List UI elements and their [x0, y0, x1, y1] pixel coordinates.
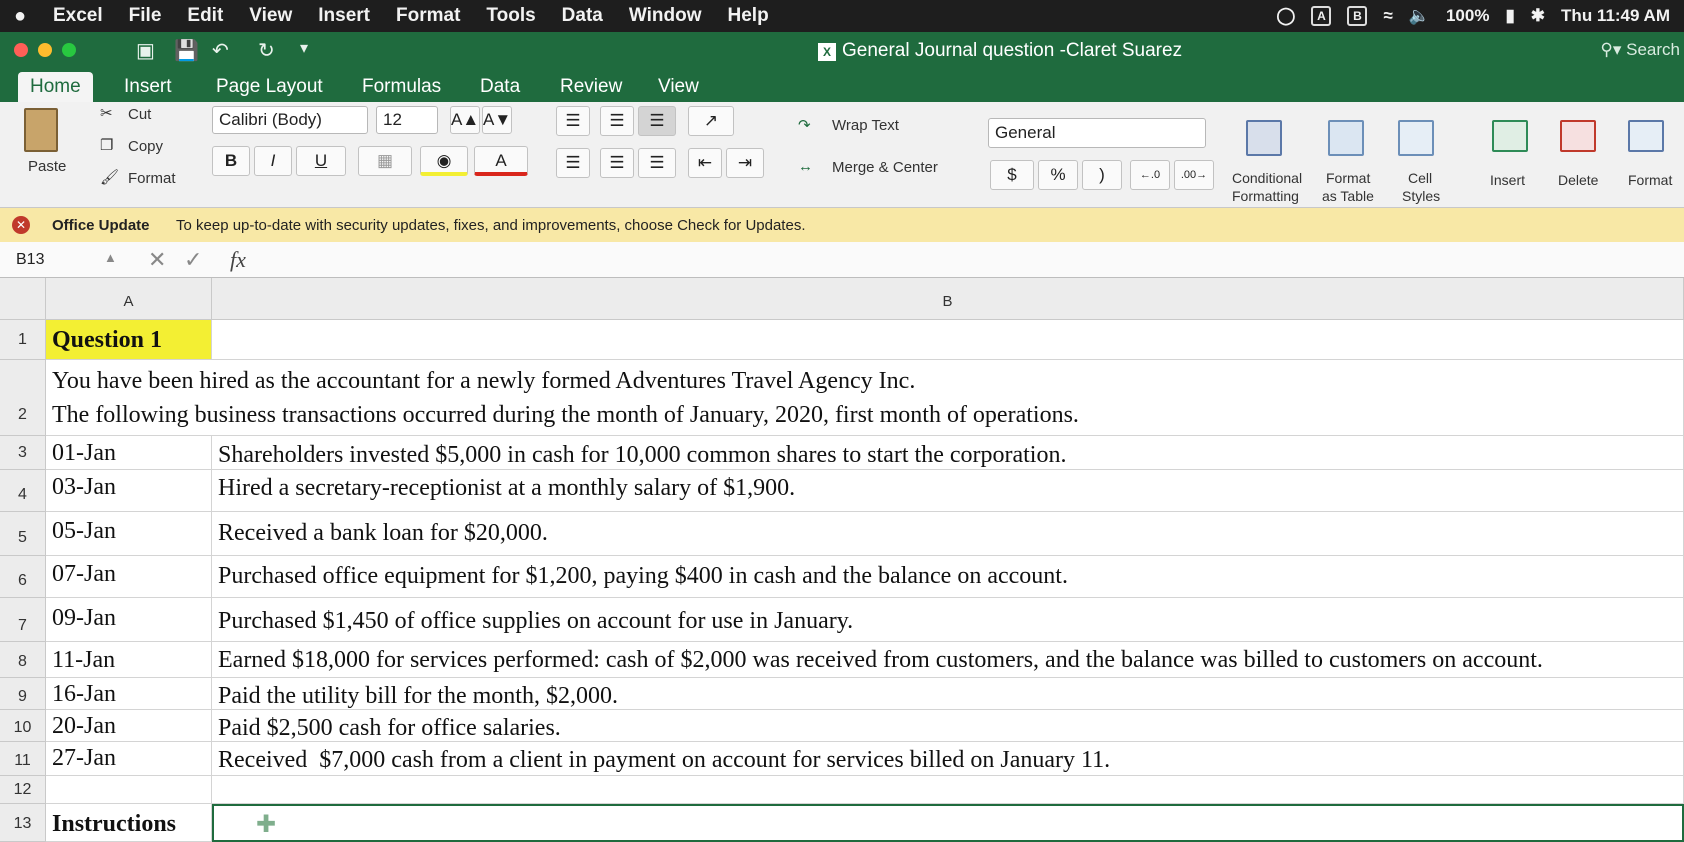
insert-function-icon[interactable]: fx	[230, 247, 246, 272]
cell-a12[interactable]	[46, 776, 212, 804]
row-header-1[interactable]: 1	[0, 320, 46, 360]
tab-data[interactable]: Data	[480, 76, 521, 97]
copy-button[interactable]: Copy	[128, 138, 164, 155]
row-header-13[interactable]: 13	[0, 804, 46, 842]
scissors-icon[interactable]: ✂	[100, 105, 113, 122]
insert-cells-button[interactable]: Insert	[1490, 172, 1526, 188]
tab-page-layout[interactable]: Page Layout	[216, 76, 323, 97]
align-bottom-button[interactable]: ☰	[638, 106, 676, 136]
cell-b1[interactable]	[212, 320, 1684, 360]
percent-format-button[interactable]: %	[1038, 160, 1078, 190]
bold-button[interactable]: B	[212, 146, 250, 176]
cell-b5[interactable]: Received a bank loan for $20,000.	[212, 512, 1684, 556]
row-header-8[interactable]: 8	[0, 642, 46, 678]
insert-cells-icon[interactable]	[1492, 120, 1528, 152]
copy-icon[interactable]: ❐	[100, 137, 114, 154]
menu-window[interactable]: Window	[628, 5, 702, 26]
orientation-button[interactable]: ↗	[688, 106, 734, 136]
cell-a10[interactable]: 20-Jan	[46, 710, 212, 742]
fill-color-button[interactable]: ◉	[420, 146, 468, 176]
menu-file[interactable]: File	[128, 5, 162, 26]
menu-view[interactable]: View	[249, 5, 293, 26]
cell-a7[interactable]: 09-Jan	[46, 598, 212, 642]
tab-insert[interactable]: Insert	[124, 76, 172, 97]
menu-data[interactable]: Data	[561, 5, 603, 26]
cell-styles-button[interactable]: Cell	[1408, 170, 1433, 186]
format-cells-icon[interactable]	[1628, 120, 1664, 152]
close-window-button[interactable]	[14, 43, 28, 57]
office-update-bar	[0, 208, 1684, 242]
number-format-select[interactable]: General	[988, 118, 1206, 148]
format-as-table-icon[interactable]	[1328, 120, 1364, 156]
menu-help[interactable]: Help	[727, 5, 769, 26]
menubar-status-area	[1276, 0, 1670, 32]
apple-icon[interactable]: ●	[13, 4, 27, 27]
increase-font-size-button[interactable]: A▲	[450, 106, 480, 134]
align-middle-button[interactable]: ☰	[600, 106, 634, 136]
volume-icon[interactable]: 🔈	[1408, 6, 1430, 25]
cell-a13[interactable]: Instructions	[46, 804, 212, 842]
creative-cloud-icon[interactable]: ◯	[1276, 6, 1296, 25]
delete-cells-icon[interactable]	[1560, 120, 1596, 152]
adobe-icon[interactable]: A	[1311, 6, 1331, 26]
name-box[interactable]: B13	[16, 251, 45, 268]
align-top-button[interactable]: ☰	[556, 106, 590, 136]
align-right-button[interactable]: ☰	[638, 148, 676, 178]
spreadsheet-grid	[0, 278, 1684, 842]
cell-b4[interactable]: Hired a secretary-receptionist at a monthly salary of $1,900.	[212, 470, 1684, 512]
cell-a2-line2: The following business transactions occurred during the month of January, 2020, first month of operations.	[52, 402, 1079, 428]
cell-a3[interactable]: 01-Jan	[46, 436, 212, 470]
row-header-3[interactable]: 3	[0, 436, 46, 470]
decrease-indent-button[interactable]: ⇤	[688, 148, 722, 178]
cancel-entry-icon[interactable]: ✕	[148, 247, 167, 272]
clipboard-icon[interactable]	[24, 108, 58, 152]
cell-styles-icon[interactable]	[1398, 120, 1434, 156]
menu-app[interactable]: Excel	[53, 5, 103, 26]
wrap-text-button[interactable]: Wrap Text	[832, 117, 899, 134]
font-size-select[interactable]: 12	[376, 106, 438, 134]
row-header-7[interactable]: 7	[0, 598, 46, 642]
borders-button[interactable]: ▦	[358, 146, 412, 176]
cell-b12[interactable]	[212, 776, 1684, 804]
row-header-11[interactable]: 11	[0, 742, 46, 776]
document-title: X General Journal question -Claret Suarez	[818, 40, 1182, 62]
cell-a2[interactable]	[46, 360, 1684, 436]
decrease-font-size-button[interactable]: A▼	[482, 106, 512, 134]
cell-b7[interactable]: Purchased $1,450 of office supplies on account for use in January.	[212, 598, 1684, 642]
battery-percent: 100%	[1445, 6, 1490, 25]
delete-cells-button[interactable]: Delete	[1558, 172, 1599, 188]
cell-a9[interactable]: 16-Jan	[46, 678, 212, 710]
bluetooth-icon[interactable]: ✱	[1530, 6, 1546, 25]
paste-button[interactable]: Paste	[28, 158, 67, 175]
merge-center-icon[interactable]: ↔	[798, 158, 813, 175]
wrap-text-icon[interactable]: ↷	[798, 117, 811, 134]
cell-a2-line1: You have been hired as the accountant for a newly formed Adventures Travel Agency Inc.	[52, 368, 916, 394]
menu-format[interactable]: Format	[396, 5, 461, 26]
conditional-formatting-icon[interactable]	[1246, 120, 1282, 156]
clock[interactable]: Thu 11:49 AM	[1561, 6, 1670, 25]
row-header-9[interactable]: 9	[0, 678, 46, 710]
cell-b13[interactable]	[212, 804, 1684, 842]
increase-decimal-button[interactable]: ←.0	[1130, 160, 1170, 190]
italic-button[interactable]: I	[254, 146, 292, 176]
conditional-formatting-label-line2[interactable]: Formatting	[1232, 188, 1299, 204]
cell-a4[interactable]: 03-Jan	[46, 470, 212, 512]
font-name-select[interactable]: Calibri (Body)	[212, 106, 368, 134]
cell-a6[interactable]: 07-Jan	[46, 556, 212, 598]
align-left-button[interactable]: ☰	[556, 148, 590, 178]
decrease-decimal-button[interactable]: .00→	[1174, 160, 1214, 190]
sidebar-toggle-icon[interactable]: ▣	[136, 40, 155, 62]
conditional-formatting-button[interactable]: Conditional	[1232, 170, 1303, 186]
ribbon-tabs	[0, 68, 1684, 102]
cell-b3[interactable]: Shareholders invested $5,000 in cash for 10,000 common shares to start the corporation.	[212, 436, 1684, 470]
cell-b9[interactable]: Paid the utility bill for the month, $2,000.	[212, 678, 1684, 710]
home-ribbon	[0, 102, 1684, 208]
comma-format-button[interactable]: )	[1082, 160, 1122, 190]
tab-formulas[interactable]: Formulas	[362, 76, 442, 97]
cell-a11[interactable]: 27-Jan	[46, 742, 212, 776]
cell-b8[interactable]: Earned $18,000 for services performed: cash of $2,000 was received from customers, and the balance was billed to customers on account.	[212, 642, 1684, 678]
search-placeholder: Search	[1626, 40, 1680, 59]
search-icon: ⚲▾	[1600, 40, 1622, 59]
row-header-6[interactable]: 6	[0, 556, 46, 598]
cell-a8[interactable]: 11-Jan	[46, 642, 212, 678]
select-all-corner[interactable]	[0, 278, 46, 320]
menu-insert[interactable]: Insert	[318, 5, 370, 26]
redo-icon[interactable]: ↻	[258, 40, 275, 62]
menu-edit[interactable]: Edit	[187, 5, 224, 26]
macos-menubar	[0, 0, 1684, 32]
update-bar-title: Office Update	[52, 217, 150, 234]
minimize-window-button[interactable]	[38, 43, 52, 57]
row-header-12[interactable]: 12	[0, 776, 46, 804]
tab-home[interactable]: Home	[18, 72, 93, 102]
dismiss-update-icon[interactable]: ✕	[12, 216, 30, 234]
row-header-2[interactable]: 2	[0, 360, 46, 436]
formula-bar	[0, 242, 1684, 278]
row-header-5[interactable]: 5	[0, 512, 46, 556]
menu-tools[interactable]: Tools	[486, 5, 536, 26]
app-status-icon[interactable]: B	[1347, 6, 1367, 26]
cell-cursor-icon: ✚	[256, 811, 277, 838]
font-color-button[interactable]: A	[474, 146, 528, 176]
formula-input[interactable]	[270, 250, 1670, 272]
column-header-b[interactable]: B	[212, 278, 1684, 320]
window-titlebar	[0, 32, 1684, 68]
battery-icon[interactable]: ▮	[1505, 6, 1515, 25]
update-bar-message: To keep up-to-date with security updates, fixes, and improvements, choose Check for Updates.	[176, 217, 806, 234]
save-icon[interactable]: 💾	[174, 40, 199, 62]
cell-a5[interactable]: 05-Jan	[46, 512, 212, 556]
align-center-button[interactable]: ☰	[600, 148, 634, 178]
cell-a1[interactable]: Question 1	[46, 320, 212, 360]
cell-b11[interactable]: Received $7,000 cash from a client in payment on account for services billed on January 11.	[212, 742, 1684, 776]
merge-center-button[interactable]: Merge & Center	[832, 159, 938, 176]
cell-b6[interactable]: Purchased office equipment for $1,200, paying $400 in cash and the balance on account.	[212, 556, 1684, 598]
currency-format-button[interactable]: $	[990, 160, 1034, 190]
customize-toolbar-icon[interactable]: ▾	[300, 40, 309, 57]
tab-view[interactable]: View	[658, 76, 699, 97]
format-painter-button[interactable]: Format	[128, 170, 176, 187]
search-box[interactable]	[1600, 40, 1680, 60]
wifi-icon[interactable]: ≈	[1383, 6, 1393, 25]
cell-b10[interactable]: Paid $2,500 cash for office salaries.	[212, 710, 1684, 742]
zoom-window-button[interactable]	[62, 43, 76, 57]
row-header-10[interactable]: 10	[0, 710, 46, 742]
confirm-entry-icon[interactable]: ✓	[184, 247, 203, 272]
name-box-stepper-icon[interactable]: ▲	[104, 250, 117, 265]
undo-icon[interactable]: ↶	[212, 40, 229, 62]
increase-indent-button[interactable]: ⇥	[726, 148, 764, 178]
format-as-table-button[interactable]: Format	[1326, 170, 1371, 186]
format-painter-icon[interactable]: 🖌	[100, 169, 120, 186]
row-header-4[interactable]: 4	[0, 470, 46, 512]
excel-doc-icon: X	[818, 43, 836, 61]
cell-styles-label-line2[interactable]: Styles	[1402, 188, 1441, 204]
column-header-a[interactable]: A	[46, 278, 212, 320]
format-cells-button[interactable]: Format	[1628, 172, 1673, 188]
cut-button[interactable]: Cut	[128, 106, 152, 123]
underline-button[interactable]: U	[296, 146, 346, 176]
tab-review[interactable]: Review	[560, 76, 623, 97]
format-as-table-label-line2[interactable]: as Table	[1322, 188, 1374, 204]
